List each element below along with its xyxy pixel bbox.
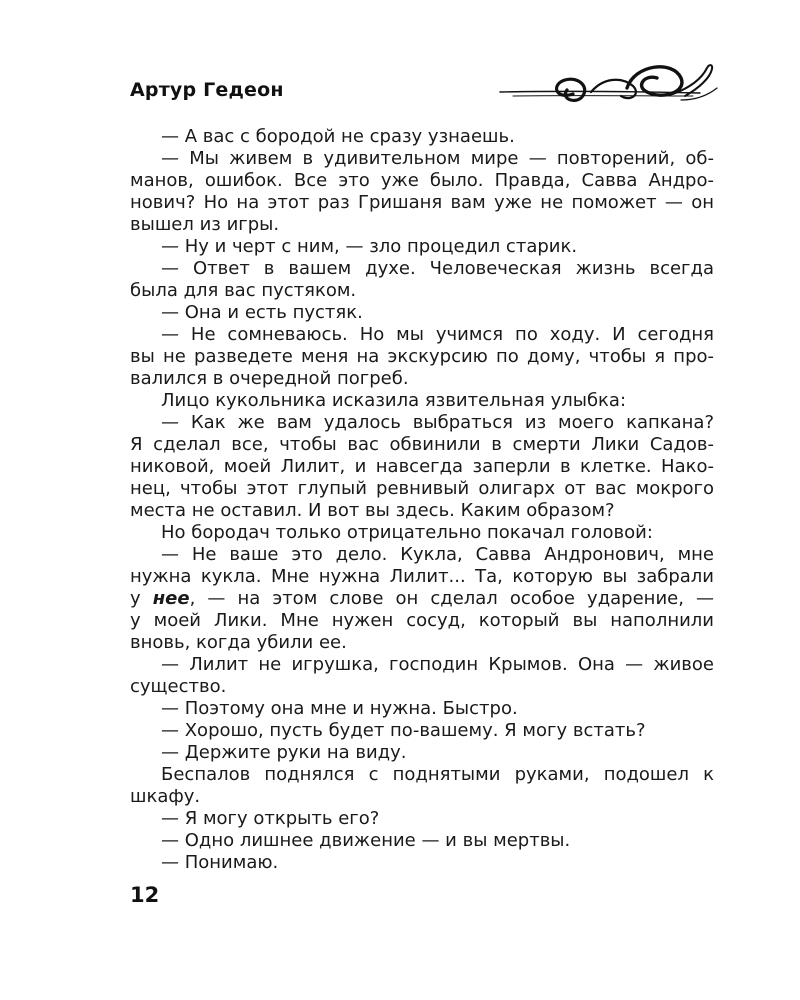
text-line: у моей Лики. Мне нужен сосуд, который вы наполнили	[130, 610, 714, 631]
text-line: Но бородач только отрицательно покачал головой:	[161, 522, 653, 543]
text-line: никовой, моей Лилит, и навсегда заперли в клетке. Нако-	[130, 456, 714, 477]
text-line: Беспалов поднялся с поднятыми руками, подошел к	[161, 764, 714, 785]
text-line: нец, чтобы этот глупый ревнивый олигарх от вас мокрого	[130, 478, 714, 499]
text-line: — Хорошо, пусть будет по-вашему. Я могу встать?	[161, 720, 646, 741]
text-line: манов, ошибок. Все это уже было. Правда, Савва Андро-	[130, 170, 714, 191]
text-line: нович? Но на этот раз Гришаня вам уже не поможет — он	[130, 192, 714, 213]
text-line: вышел из игры.	[130, 214, 280, 235]
text-line: — Понимаю.	[161, 852, 279, 873]
text-line: — Она и есть пустяк.	[161, 302, 363, 323]
text-line: места не оставил. И вот вы здесь. Каким образом?	[130, 500, 615, 521]
text-line: вновь, когда убили ее.	[130, 632, 347, 653]
text-line: — Ну и черт с ним, — зло процедил старик.	[161, 236, 578, 257]
page-header	[0, 0, 800, 120]
text-line: — Как же вам удалось выбраться из моего капкана?	[161, 412, 714, 433]
text-line: Я сделал все, чтобы вас обвинили в смерти Лики Садов-	[130, 434, 714, 455]
text-line: вы не разведете меня на экскурсию по дому, чтобы я про-	[130, 346, 714, 367]
text-line: — Я могу открыть его?	[161, 808, 380, 829]
text-segment: , — на этом слове он сделал особое ударение, —	[189, 588, 715, 609]
text-line: — Ответ в вашем духе. Человеческая жизнь всегда	[161, 258, 714, 279]
text-segment: у	[130, 588, 153, 609]
text-line: — Поэтому она мне и нужна. Быстро.	[161, 698, 518, 719]
text-line: была для вас пустяком.	[130, 280, 357, 301]
text-line: валился в очередной погреб.	[130, 368, 409, 389]
page-number: 12	[130, 883, 160, 907]
text-line: — Не сомневаюсь. Но мы учимся по ходу. И сегодня	[161, 324, 714, 345]
text-line: — А вас с бородой не сразу узнаешь.	[161, 126, 515, 147]
text-line: шкафу.	[130, 786, 201, 807]
text-line: — Мы живем в удивительном мире — повторений, об-	[161, 148, 714, 169]
running-head-author: Артур Гедеон	[130, 79, 284, 101]
text-line: — Одно лишнее движение — и вы мертвы.	[161, 830, 571, 851]
text-line: — Лилит не игрушка, господин Крымов. Она — живое	[161, 654, 714, 675]
text-line: нужна кукла. Мне нужна Лилит... Та, которую вы забрали	[130, 566, 714, 587]
text-line: Лицо кукольника исказила язвительная улыбка:	[161, 390, 627, 411]
flourish-ornament-icon	[495, 58, 725, 108]
text-line: существо.	[130, 676, 227, 697]
text-line: — Не ваше это дело. Кукла, Савва Андронович, мне	[161, 544, 714, 565]
text-line: — Держите руки на виду.	[161, 742, 407, 763]
text-line	[130, 588, 714, 610]
body-text	[130, 126, 714, 874]
emphasized-word: нее	[152, 588, 190, 609]
